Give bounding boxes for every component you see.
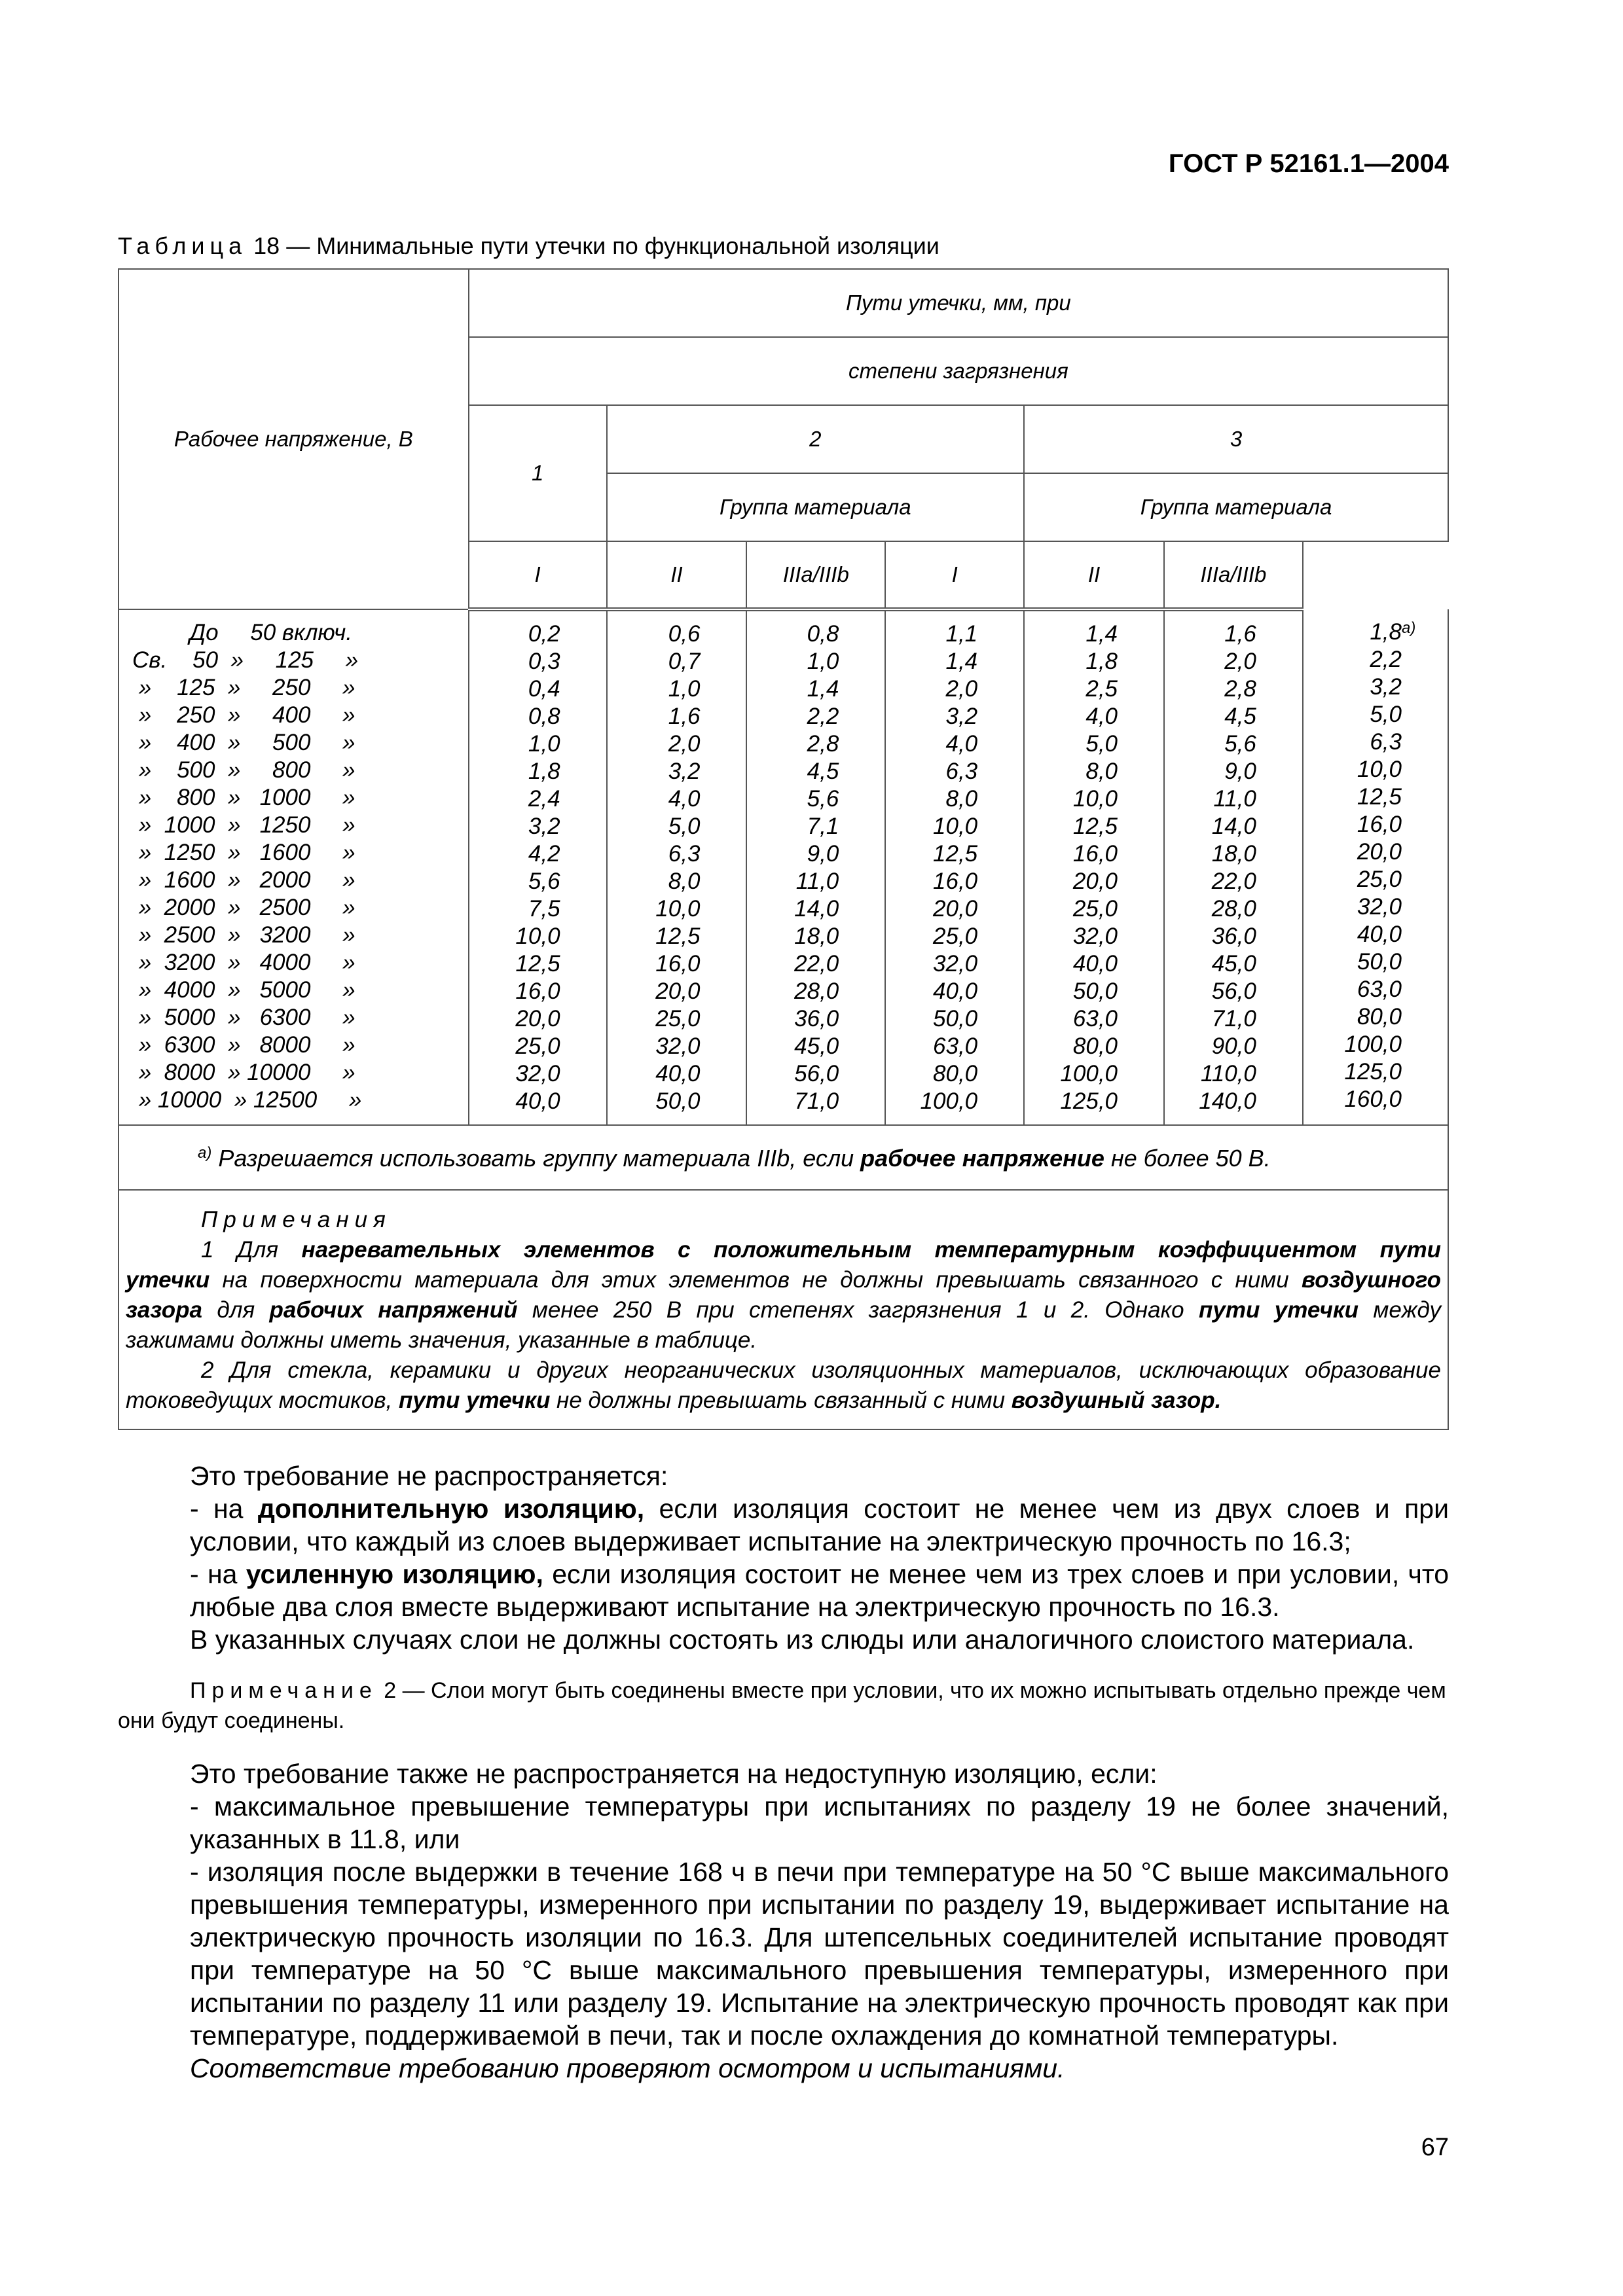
table-caption-prefix: Таблица (118, 232, 247, 259)
creepage-value-cell: 5,0 (668, 814, 701, 839)
footnote-reference: а) (1402, 619, 1416, 637)
creepage-table (118, 268, 1449, 1430)
creepage-value-cell: 16,0 (933, 869, 978, 894)
table-body-row (119, 609, 1448, 1125)
creepage-value-cell: 50,0 (1357, 949, 1402, 975)
voltage-range-cell: » 1600 » 2000 » (132, 867, 356, 893)
creepage-value-cell: 5,6 (1224, 731, 1256, 757)
creepage-value-cell: 12,5 (655, 924, 701, 949)
creepage-value-cell: 100,0 (1060, 1061, 1118, 1086)
creepage-value-cell: 22,0 (794, 951, 839, 977)
degree-3-group-ii-column (1164, 609, 1303, 1125)
creepage-value-cell: 5,0 (1370, 702, 1402, 727)
header-creepage: Пути утечки, мм, при (469, 269, 1448, 337)
creepage-value-cell: 20,0 (655, 978, 701, 1004)
creepage-value-cell: 14,0 (794, 896, 839, 922)
creepage-value-cell: 2,5 (1085, 676, 1118, 702)
creepage-value-cell: 40,0 (655, 1061, 701, 1086)
creepage-value-cell: 7,1 (807, 814, 839, 839)
note-1-line-4: зажимами должны иметь значения, указанные в таблице. (126, 1327, 757, 1353)
voltage-range-cell: » 4000 » 5000 » (132, 977, 356, 1003)
creepage-value-cell: 2,0 (668, 731, 701, 757)
creepage-value-cell: 3,2 (528, 814, 560, 839)
creepage-value-cell: 6,3 (668, 841, 701, 867)
creepage-value-cell: 1,6 (668, 704, 701, 729)
creepage-value-cell: 140,0 (1199, 1088, 1256, 1114)
creepage-value-cell: 50,0 (655, 1088, 701, 1114)
voltage-range-cell: Св. 50 » 125 » (132, 647, 359, 673)
paragraph-layers: В указанных случаях слои не должны состоять из слюды или аналогичного слоистого материала. (190, 1624, 1415, 1655)
body-section-1 (118, 1460, 1449, 1656)
creepage-value-cell: 36,0 (1211, 924, 1256, 949)
degree-1-column (469, 609, 607, 1125)
creepage-value-cell: 16,0 (655, 951, 701, 977)
creepage-value-cell: 3,2 (1370, 674, 1402, 700)
creepage-value-cell: 16,0 (515, 978, 560, 1004)
header-material-group-3: Группа материала (1024, 473, 1448, 541)
footnote-bold-term: рабочее напряжение (860, 1145, 1104, 1172)
note-2-line-1: 2 Для стекла, керамики и других неорганических изоляционных материалов, исключающих образование (201, 1357, 1441, 1383)
creepage-value-cell: 63,0 (933, 1033, 978, 1059)
creepage-value-cell: 25,0 (933, 924, 978, 949)
header-degree-2: 2 (607, 405, 1025, 473)
note-1-line-1: 1 Для нагревательных элементов с положительным температурным коэффициентом пути (201, 1237, 1441, 1263)
creepage-value-cell: 56,0 (794, 1061, 839, 1086)
voltage-range-cell: » 10000 » 12500 » (132, 1087, 362, 1113)
creepage-value-cell: 5,6 (807, 786, 839, 812)
voltage-range-cell: » 2000 » 2500 » (132, 895, 356, 920)
creepage-value-cell: 71,0 (1211, 1006, 1256, 1031)
creepage-value-cell: 1,8 (1085, 649, 1118, 674)
voltage-range-cell: » 400 » 500 » (132, 730, 356, 755)
header-group-iiiab-2: IIIa/IIIb (746, 541, 885, 609)
paragraph-supplementary: - на дополнительную изоляцию, если изоляция состоит не менее чем из двух слоев и при условии, что каждый из слоев выдерживает испытание на электрическую прочность по 16.3; (190, 1494, 1449, 1556)
note-2 (118, 1676, 1449, 1736)
creepage-value-cell: 10,0 (1072, 786, 1118, 812)
body-section-2 (118, 1757, 1449, 2085)
paragraph-inaccessible: Это требование также не распространяется на недоступную изоляцию, если: (190, 1759, 1158, 1789)
note-1-line-2: утечки на поверхности материала для этих элементов не должны превышать связанного с ними воздушного (126, 1267, 1441, 1293)
creepage-value-cell: 8,0 (668, 869, 701, 894)
creepage-value-cell: 11,0 (1213, 786, 1256, 812)
paragraph-compliance: Соответствие требованию проверяют осмотром и испытаниями. (190, 2053, 1065, 2083)
creepage-value-cell: 2,8 (1224, 676, 1256, 702)
header-group-ii-3: II (1024, 541, 1164, 609)
voltage-range-cell: » 3200 » 4000 » (132, 950, 356, 975)
creepage-value-cell: 0,3 (528, 649, 560, 674)
creepage-value-cell: 100,0 (920, 1088, 978, 1114)
creepage-value-cell: 1,8 а) (1304, 619, 1402, 646)
creepage-value-cell: 1,8 (528, 759, 560, 784)
creepage-value-cell: 10,0 (515, 924, 560, 949)
creepage-value-cell: 63,0 (1357, 977, 1402, 1002)
creepage-value-cell: 32,0 (1357, 894, 1402, 920)
creepage-value-cell: 10,0 (933, 814, 978, 839)
creepage-value-cell: 1,0 (807, 649, 839, 674)
paragraph-not-applicable: Это требование не распространяется: (190, 1461, 668, 1491)
creepage-value-cell: 6,3 (1370, 729, 1402, 755)
creepage-value-cell: 2,4 (528, 786, 560, 812)
creepage-value-cell: 12,5 (515, 951, 560, 977)
creepage-value-cell: 1,4 (807, 676, 839, 702)
paragraph-max-temp: - максимальное превышение температуры при испытаниях по разделу 19 не более значений, указанных в 11.8, или (190, 1791, 1449, 1854)
creepage-value-cell: 16,0 (1357, 812, 1402, 837)
creepage-value-cell: 0,6 (668, 621, 701, 647)
creepage-value-cell: 40,0 (1357, 922, 1402, 947)
creepage-value-cell: 0,2 (528, 621, 560, 647)
creepage-value-cell: 1,1 (945, 621, 978, 647)
voltage-range-cell: » 6300 » 8000 » (132, 1032, 356, 1058)
degree-3-group-i-column (1024, 609, 1164, 1125)
creepage-value-cell: 28,0 (1211, 896, 1256, 922)
creepage-value-cell: 20,0 (515, 1006, 560, 1031)
creepage-value-cell: 12,5 (1357, 784, 1402, 810)
header-group-i-3: I (885, 541, 1024, 609)
creepage-value-cell: 1,4 (945, 649, 978, 674)
footnote-text: Разрешается использовать группу материала IIIb, если (211, 1145, 861, 1172)
creepage-value-cell: 80,0 (1072, 1033, 1118, 1059)
creepage-value-cell: 9,0 (1224, 759, 1256, 784)
creepage-value-cell: 4,0 (945, 731, 978, 757)
creepage-value-cell: 20,0 (1072, 869, 1118, 894)
creepage-value-cell: 8,0 (945, 786, 978, 812)
creepage-value-cell: 12,5 (1072, 814, 1118, 839)
creepage-value-cell: 80,0 (933, 1061, 978, 1086)
creepage-value-cell: 100,0 (1344, 1031, 1402, 1057)
creepage-value-cell: 6,3 (945, 759, 978, 784)
page-number: 67 (1421, 2134, 1449, 2161)
creepage-value-cell: 10,0 (655, 896, 701, 922)
footnote-mark: а) (198, 1144, 212, 1162)
voltage-range-cell: » 8000 » 10000 » (132, 1060, 356, 1085)
voltage-ranges-column (119, 609, 469, 1125)
creepage-value-cell: 50,0 (1072, 978, 1118, 1004)
creepage-value-cell: 9,0 (807, 841, 839, 867)
creepage-value-cell: 20,0 (933, 896, 978, 922)
note-2-label: Примечание (190, 1678, 378, 1703)
creepage-value-cell: 8,0 (1085, 759, 1118, 784)
creepage-value-cell: 4,0 (1085, 704, 1118, 729)
creepage-value-cell: 63,0 (1072, 1006, 1118, 1031)
header-group-iiiab-3: IIIa/IIIb (1164, 541, 1303, 609)
note-1-line-3: зазора для рабочих напряжений менее 250 В при степенях загрязнения 1 и 2. Однако пути утечки между (126, 1297, 1442, 1323)
voltage-range-cell: » 800 » 1000 » (132, 785, 356, 810)
creepage-value-cell: 40,0 (933, 978, 978, 1004)
creepage-value-cell: 14,0 (1211, 814, 1256, 839)
creepage-value-cell: 1,0 (528, 731, 560, 757)
creepage-value-cell: 12,5 (933, 841, 978, 867)
creepage-value-cell: 4,0 (668, 786, 701, 812)
header-degree-3: 3 (1024, 405, 1448, 473)
creepage-value-cell: 71,0 (794, 1088, 839, 1114)
creepage-value-cell: 3,2 (668, 759, 701, 784)
table-notes (119, 1190, 1448, 1429)
voltage-range-cell: » 250 » 400 » (132, 702, 356, 728)
voltage-range-cell: » 2500 » 3200 » (132, 922, 356, 948)
creepage-value-cell: 36,0 (794, 1006, 839, 1031)
creepage-value-cell: 110,0 (1200, 1061, 1256, 1086)
creepage-value-cell: 45,0 (794, 1033, 839, 1059)
note-2-text: 2 — Слои могут быть соединены вместе при условии, что их можно испытывать отдельно прежде чем они будут соединены. (118, 1678, 1446, 1733)
note-2-line-2: токоведущих мостиков, пути утечки не должны превышать связанный с ними воздушный зазор. (126, 1388, 1222, 1413)
table-caption-text: 18 — Минимальные пути утечки по функциональной изоляции (247, 232, 939, 259)
footnote-text-end: не более 50 В. (1104, 1145, 1271, 1172)
voltage-range-cell: » 1000 » 1250 » (132, 812, 356, 838)
creepage-value-cell: 160,0 (1344, 1086, 1402, 1112)
creepage-value-cell: 0,4 (528, 676, 560, 702)
header-pollution-degree: степени загрязнения (469, 337, 1448, 405)
paragraph-oven-test: - изоляция после выдержки в течение 168 ч в печи при температуре на 50 °С выше максимального превышения температуры, измеренного при испытании по разделу 19, выдерживает испытание на электрическую прочность изоляции по 16.3. Для штепсельных соединителей испытание проводят при температуре на 50 °С выше максимального превышения температуры, измеренного при испытании по разделу 11 или разделу 19. Испытание на электрическую прочность проводят как при температуре, поддерживаемой в печи, так и после охлаждения до комнатной температуры. (190, 1857, 1449, 2051)
creepage-value-cell: 2,2 (807, 704, 839, 729)
creepage-value-cell: 16,0 (1072, 841, 1118, 867)
creepage-value-cell: 5,6 (528, 869, 560, 894)
creepage-value-cell: 5,0 (1085, 731, 1118, 757)
creepage-value-cell: 32,0 (1072, 924, 1118, 949)
creepage-value-cell: 2,8 (807, 731, 839, 757)
creepage-value-cell: 125,0 (1060, 1088, 1118, 1114)
creepage-value-cell: 40,0 (1072, 951, 1118, 977)
degree-3-group-iiiab-column (1303, 609, 1448, 1125)
creepage-value-cell: 25,0 (515, 1033, 560, 1059)
table-footnote (119, 1125, 1448, 1190)
creepage-value-cell: 0,8 (807, 621, 839, 647)
creepage-value-cell: 2,0 (1224, 649, 1256, 674)
creepage-value-cell: 18,0 (794, 924, 839, 949)
creepage-value-cell: 50,0 (933, 1006, 978, 1031)
creepage-value-cell: 56,0 (1211, 978, 1256, 1004)
header-group-ii-2: II (607, 541, 747, 609)
table-caption (118, 232, 939, 260)
voltage-range-cell: » 1250 » 1600 » (132, 840, 356, 865)
creepage-value-cell: 4,5 (807, 759, 839, 784)
paragraph-reinforced: - на усиленную изоляцию, если изоляция состоит не менее чем из трех слоев и при условии, что любые два слоя вместе выдерживают испытание на электрическую прочность по 16.3. (190, 1559, 1450, 1622)
creepage-value-cell: 25,0 (1072, 896, 1118, 922)
degree-2-group-i-column (607, 609, 747, 1125)
voltage-range-cell: » 500 » 800 » (132, 757, 356, 783)
creepage-value-cell: 2,0 (945, 676, 978, 702)
creepage-value-cell: 45,0 (1211, 951, 1256, 977)
creepage-value-cell: 125,0 (1344, 1059, 1402, 1085)
creepage-value-cell: 11,0 (795, 869, 839, 894)
creepage-value-cell: 40,0 (515, 1088, 560, 1114)
creepage-value-cell: 22,0 (1211, 869, 1256, 894)
degree-2-group-iiiab-column (885, 609, 1024, 1125)
creepage-value-cell: 18,0 (1211, 841, 1256, 867)
creepage-value-cell: 0,8 (528, 704, 560, 729)
creepage-value-cell: 1,0 (668, 676, 701, 702)
notes-title: Примечания (201, 1207, 392, 1232)
voltage-range-cell: До 50 включ. (132, 620, 353, 645)
creepage-value-cell: 0,7 (668, 649, 701, 674)
creepage-value-cell: 32,0 (933, 951, 978, 977)
creepage-value-cell: 1,4 (1085, 621, 1118, 647)
creepage-value-cell: 32,0 (515, 1061, 560, 1086)
creepage-value-cell: 80,0 (1357, 1004, 1402, 1030)
creepage-value-cell: 1,6 (1224, 621, 1256, 647)
creepage-value-cell: 3,2 (945, 704, 978, 729)
creepage-value-cell: 28,0 (794, 978, 839, 1004)
creepage-value-cell: 90,0 (1211, 1033, 1256, 1059)
creepage-value-cell: 25,0 (655, 1006, 701, 1031)
standard-code: ГОСТ Р 52161.1—2004 (1168, 149, 1449, 178)
creepage-value-cell: 7,5 (528, 896, 560, 922)
header-group-i-2: I (469, 541, 607, 609)
degree-2-group-ii-column (746, 609, 885, 1125)
header-working-voltage: Рабочее напряжение, В (119, 269, 469, 609)
voltage-range-cell: » 125 » 250 » (132, 675, 356, 700)
creepage-value-cell: 10,0 (1357, 757, 1402, 782)
creepage-value-cell: 32,0 (655, 1033, 701, 1059)
creepage-value-cell: 4,5 (1224, 704, 1256, 729)
header-degree-1: 1 (469, 405, 607, 541)
voltage-range-cell: » 5000 » 6300 » (132, 1005, 356, 1030)
creepage-value-cell: 20,0 (1357, 839, 1402, 865)
creepage-value-cell: 25,0 (1357, 867, 1402, 892)
header-material-group-2: Группа материала (607, 473, 1025, 541)
creepage-value-cell: 4,2 (528, 841, 560, 867)
creepage-value-cell: 2,2 (1370, 647, 1402, 672)
